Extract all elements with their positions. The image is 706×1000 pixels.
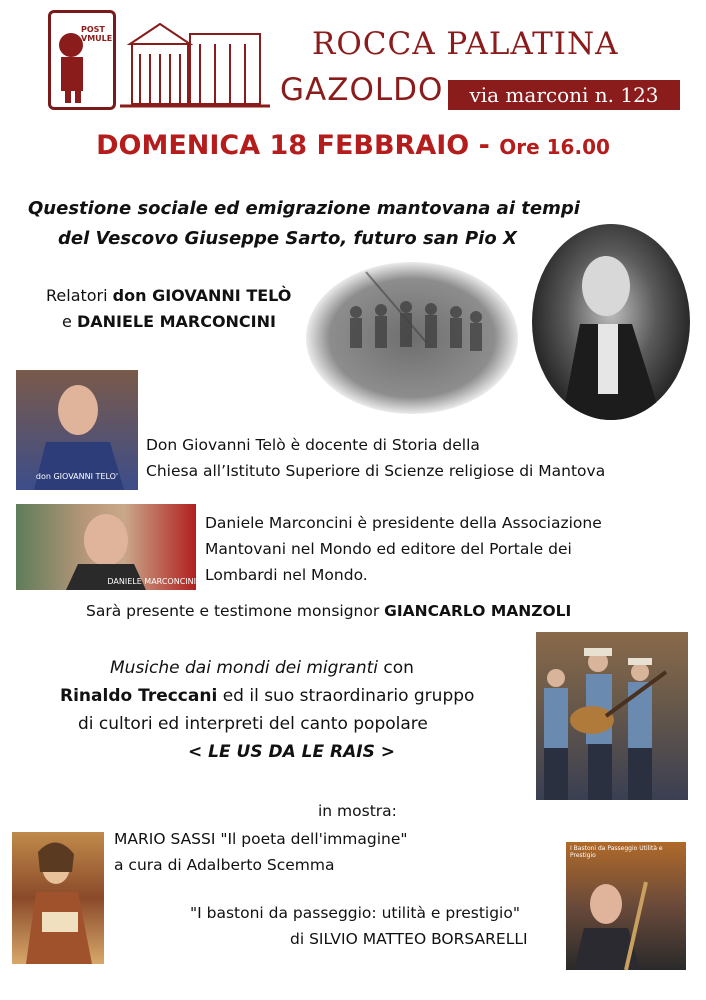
marconcini-bio-line-1: Daniele Marconcini è presidente della Associazione — [205, 514, 602, 532]
topic-line-1: Questione sociale ed emigrazione mantovana ai tempi — [28, 198, 580, 219]
venue-name: ROCCA PALATINA — [312, 26, 619, 62]
speaker-1-name: don GIOVANNI TELÒ — [112, 286, 292, 305]
exhibition-heading: in mostra: — [318, 802, 397, 820]
music-line-2-rest: ed il suo straordinario gruppo — [217, 686, 475, 706]
speakers-intro: Relatori — [46, 286, 113, 305]
bastoni-exhibit-author: di SILVIO MATTEO BORSARELLI — [290, 930, 528, 948]
speakers-and: e — [62, 312, 77, 331]
marconcini-bio-line-2: Mantovani nel Mondo ed editore del Portale dei — [205, 540, 572, 558]
music-line-1-rest: con — [378, 658, 414, 678]
music-title: Musiche dai mondi dei migranti — [110, 658, 379, 678]
building-illustration — [120, 14, 270, 110]
witness-text: Sarà presente e testimone monsignor — [86, 602, 385, 620]
bastoni-book-title: I Bastoni da Passeggio Utilità e Prestigio — [570, 845, 663, 859]
town-name: GAZOLDO — [280, 72, 444, 108]
speakers-line-1 — [46, 286, 291, 305]
sassi-exhibit-title: MARIO SASSI "Il poeta dell'immagine" — [114, 830, 408, 848]
pope-portrait-photo — [532, 224, 690, 420]
bastoni-book-photo — [566, 842, 686, 970]
topic-line-2: del Vescovo Giuseppe Sarto, futuro san Pio X — [58, 228, 517, 249]
performer-name: Rinaldo Treccani — [60, 686, 218, 706]
speakers-line-2 — [62, 312, 276, 331]
witness-name: GIANCARLO MANZOLI — [384, 602, 572, 620]
event-date — [0, 130, 706, 161]
logo-text: POST VMULE — [81, 25, 113, 43]
music-group-name: < LE US DA LE RAIS > — [188, 742, 396, 762]
bastoni-exhibit-title: "I bastoni da passeggio: utilità e prestigio" — [190, 904, 520, 922]
telo-bio-line-2: Chiesa all’Istituto Superiore di Scienze religiose di Mantova — [146, 462, 606, 480]
telo-bio-line-1: Don Giovanni Telò è docente di Storia della — [146, 436, 480, 454]
address-badge: via marconi n. 123 — [448, 80, 680, 110]
music-line-1 — [110, 658, 414, 678]
telo-photo-caption: don GIOVANNI TELO' — [35, 472, 119, 481]
sassi-exhibit-curator: a cura di Adalberto Scemma — [114, 856, 335, 874]
marconcini-bio-line-3: Lombardi nel Mondo. — [205, 566, 368, 584]
event-time: Ore 16.00 — [499, 135, 610, 159]
speaker-2-name: DANIELE MARCONCINI — [76, 312, 276, 331]
music-line-2 — [60, 686, 474, 706]
band-photo — [536, 632, 688, 800]
witness-line — [86, 602, 571, 620]
venue-logo — [48, 10, 116, 110]
emigrants-group-photo — [306, 262, 518, 414]
event-date-day: DOMENICA 18 FEBBRAIO - — [96, 130, 500, 161]
sassi-painting — [12, 832, 104, 964]
music-line-3: di cultori ed interpreti del canto popolare — [78, 714, 428, 734]
marconcini-photo-caption: DANIELE MARCONCINI — [107, 577, 196, 586]
